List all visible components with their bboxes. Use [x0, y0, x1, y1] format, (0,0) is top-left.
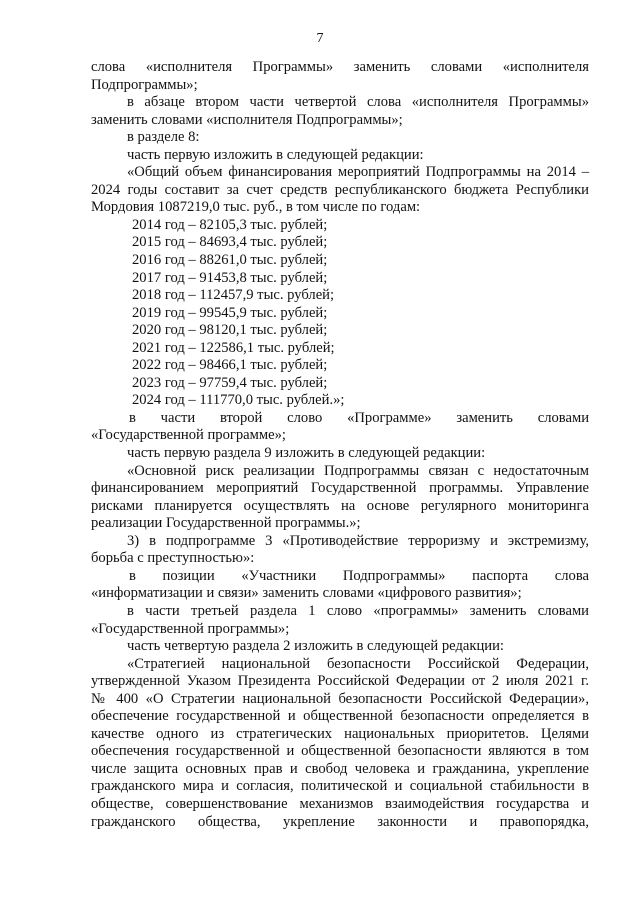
text-line: «информатизации и связи» заменить словами «цифрового развития»; [91, 585, 522, 602]
text-line: утвержденной Указом Президента Российской Федерации от 2 июля 2021 г. [91, 673, 589, 690]
text-line: гражданского мира и согласия, политической и социальной стабильности в [91, 778, 589, 795]
year-line: 2017 год – 91453,8 тыс. рублей; [132, 269, 328, 286]
document-body [91, 59, 589, 831]
year-line: 2016 год – 88261,0 тыс. рублей; [132, 252, 328, 269]
year-line: 2021 год – 122586,1 тыс. рублей; [132, 339, 335, 356]
year-line: 2018 год – 112457,9 тыс. рублей; [132, 287, 335, 304]
text-line: «Основной риск реализации Подпрограммы связан с недостаточным [127, 462, 589, 479]
text-line: обеспечения государственной и общественной безопасности являются в том [91, 743, 589, 760]
text-line: рисками планируется осуществлять на основе регулярного мониторинга [91, 497, 589, 514]
text-line: часть четвертую раздела 2 изложить в следующей редакции: [127, 638, 504, 655]
text-line: часть первую изложить в следующей редакции: [127, 146, 424, 163]
text-line: в позиции «Участники Подпрограммы» паспорта слова [129, 567, 589, 584]
text-line: обществе, совершенствование механизмов взаимодействия государства и [91, 795, 589, 812]
year-line: 2020 год – 98120,1 тыс. рублей; [132, 322, 328, 339]
text-line: реализации Государственной программы.»; [91, 515, 361, 532]
year-line: 2014 год – 82105,3 тыс. рублей; [132, 216, 328, 233]
text-line: «Общий объем финансирования мероприятий Подпрограммы на 2014 – [127, 164, 589, 181]
page-number: 7 [316, 31, 324, 46]
year-line: 2024 год – 111770,0 тыс. рублей.»; [132, 392, 345, 409]
text-line: «Государственной программы»; [91, 620, 290, 637]
text-line: гражданского общества, укрепление законности и правопорядка, [91, 813, 589, 830]
text-line: слова «исполнителя Программы» заменить словами «исполнителя [91, 59, 589, 75]
year-line: 2019 год – 99545,9 тыс. рублей; [132, 304, 328, 321]
text-line: «Стратегией национальной безопасности Российской Федерации, [127, 655, 589, 672]
text-line: № 400 «О Стратегии национальной безопасности Российской Федерации», [91, 690, 589, 707]
text-line: борьба с преступностью»: [91, 550, 255, 567]
text-line: в части третьей раздела 1 слово «программы» заменить словами [127, 602, 589, 619]
text-line: «Государственной программе»; [91, 427, 286, 444]
text-line: качестве одного из стратегических национальных приоритетов. Целями [91, 725, 589, 742]
year-line: 2015 год – 84693,4 тыс. рублей; [132, 234, 328, 251]
year-line: 2022 год – 98466,1 тыс. рублей; [132, 357, 328, 374]
text-line: часть первую раздела 9 изложить в следующей редакции: [127, 445, 486, 462]
text-line: 3) в подпрограмме 3 «Противодействие терроризму и экстремизму, [127, 532, 589, 549]
text-line: финансированием мероприятий Государственной программы. Управление [91, 480, 589, 497]
text-line: в разделе 8: [127, 129, 200, 146]
text-line: обеспечение государственной и общественной безопасности определяется в [91, 708, 589, 725]
text-line: Мордовия 1087219,0 тыс. руб., в том числе по годам: [91, 199, 421, 216]
text-line: 2024 годы составит за счет средств республиканского бюджета Республики [91, 181, 589, 198]
text-line: заменить словами «исполнителя Подпрограммы»; [91, 111, 403, 128]
text-line: в абзаце втором части четвертой слова «исполнителя Программы» [127, 94, 589, 111]
text-line: Подпрограммы»; [91, 76, 198, 93]
text-line: в части второй слово «Программе» заменить словами [129, 409, 589, 426]
text-line: числе защита основных прав и свобод человека и гражданина, укрепление [91, 760, 589, 777]
year-line: 2023 год – 97759,4 тыс. рублей; [132, 374, 328, 391]
